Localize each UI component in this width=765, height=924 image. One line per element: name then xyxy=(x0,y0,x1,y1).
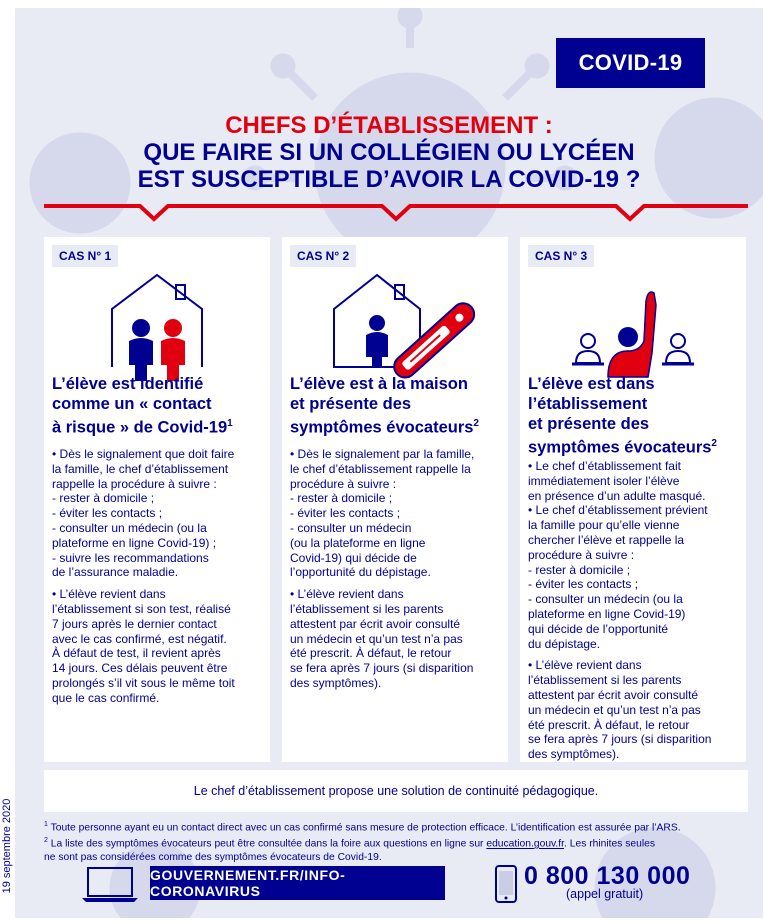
title-line-red: CHEFS D’ÉTABLISSEMENT : xyxy=(225,112,553,139)
page-title xyxy=(15,112,763,193)
case-paragraph: • Le chef d’établissement fait immédiatement isoler l’élève en présence d’un adulte masqué. • Le chef d’établissement prévient la famille pour qu’elle vienne chercher l’élève et rappelle la procédure à suivre : - rester à domicile ; - éviter les contacts ; - consulter un médecin (ou la plateforme en ligne Covid-19) qui décide de l’opportunité du dépistage. xyxy=(528,459,708,651)
title-line-blue-1: QUE FAIRE SI UN COLLÉGIEN OU LYCÉEN xyxy=(143,139,635,166)
education-link[interactable]: education.gouv.fr xyxy=(486,838,565,850)
footer xyxy=(80,862,720,904)
phone-note: (appel gratuit) xyxy=(566,887,644,901)
case-paragraph: • L’élève revient dans l’établissement si son test, réalisé 7 jours après le dernier contact avec le cas confirmé, est négatif. À défaut de test, il revient après 14 jours. Ces délais peuvent être prolongés s’il vit sous le même toit que le cas confirmé. xyxy=(52,587,235,705)
case-tag: CAS N° 3 xyxy=(528,245,594,267)
home-thermometer-icon xyxy=(282,271,508,381)
laptop-icon xyxy=(80,864,140,904)
case-paragraph: • Dès le signalement par la famille, le chef d’établissement rappelle la procédure à suivre : - rester à domicile ; - éviter les contacts ; - consulter un médecin (ou la plateforme en ligne Covid-19) qui décide de l’opportunité du dépistage. xyxy=(290,447,475,580)
case-heading: L’élève est à la maison et présente des symptômes évocateurs$^2$ xyxy=(290,375,479,437)
footnote-1: $^1$ Toute personne ayant eu un contact direct avec un cas confirmé sans mesure de protection efficace. L’identification est assurée par l’ARS. xyxy=(44,821,681,834)
case-card-3 xyxy=(520,237,746,762)
case-heading: L’élève est dans l’établissement et présente des symptômes évocateurs$^2$ xyxy=(528,375,717,457)
smartphone-icon xyxy=(494,864,518,904)
phone-number[interactable]: 0 800 130 000 xyxy=(524,862,691,890)
case-body xyxy=(290,447,500,698)
title-line-blue-2: EST SUSCEPTIBLE D’AVOIR LA COVID-19 ? xyxy=(137,166,641,193)
case-card-2 xyxy=(282,237,508,762)
title-divider xyxy=(44,197,748,227)
case-heading: L’élève est identifié comme un « contact à risque » de Covid-$19^1$ xyxy=(52,375,233,437)
case-body xyxy=(52,447,262,713)
publication-date: 19 septembre 2020 xyxy=(1,798,13,894)
case-tag: CAS N° 1 xyxy=(52,245,118,267)
footnote-2: $^2$ La liste des symptômes évocateurs peut être consultée dans la foire aux questions en ligne sur education.gouv.fr. Les rhinites seules xyxy=(44,837,656,850)
case-body xyxy=(528,459,738,769)
case-paragraph: • Dès le signalement que doit faire la famille, le chef d’établissement rappelle la procédure à suivre : - rester à domicile ; - éviter les contacts ; - consulter un médecin (ou la plateforme en ligne Covid-19) ; - suivre les recommandations de l’assurance maladie. xyxy=(52,447,235,580)
footnotes xyxy=(44,818,756,864)
case-card-1 xyxy=(44,237,270,762)
footnote-2-line-2: ne sont pas considérées comme des symptômes évocateurs de Covid-19. xyxy=(44,851,382,863)
covid-badge: COVID-19 xyxy=(556,38,705,88)
case-tag: CAS N° 2 xyxy=(290,245,356,267)
continuity-banner: Le chef d’établissement propose une solution de continuité pédagogique. xyxy=(44,770,748,812)
case-paragraph: • L’élève revient dans l’établissement si les parents attestent par écrit avoir consulté un médecin et qu’un test n’a pas été prescrit. À défaut, le retour se fera après 7 jours (si disparition des symptômes). xyxy=(290,587,474,690)
case-paragraph: • L’élève revient dans l’établissement si les parents attestent par écrit avoir consulté un médecin et qu’un test n’a pas été prescrit. À défaut, le retour se fera après 7 jours (si disparition des symptômes). xyxy=(528,658,712,762)
classroom-raised-hand-icon xyxy=(520,271,746,381)
contact-persons-icon xyxy=(44,271,270,381)
info-url-link[interactable]: GOUVERNEMENT.FR/INFO-CORONAVIRUS xyxy=(150,866,445,900)
